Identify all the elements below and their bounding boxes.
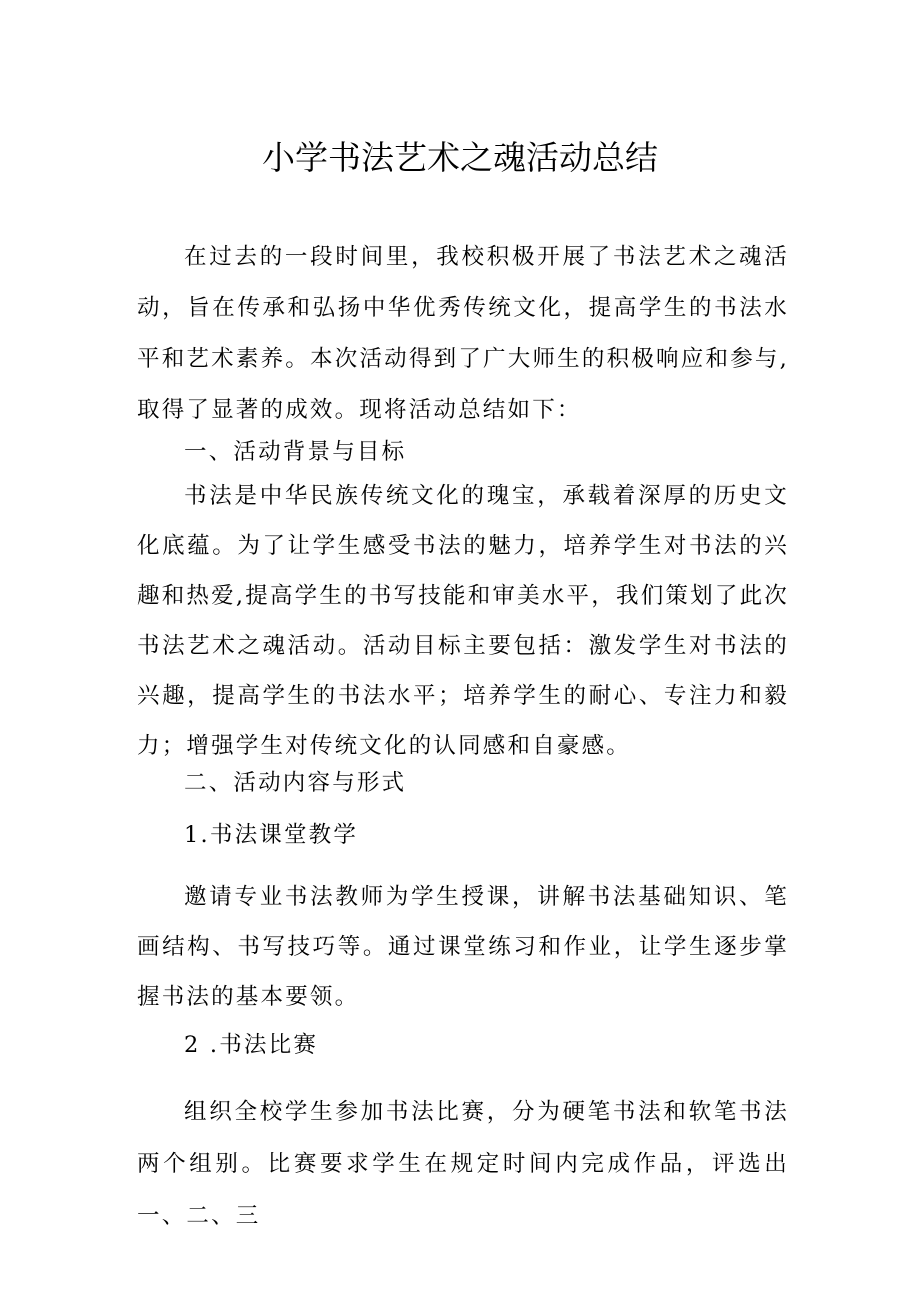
section-heading-background: 一、活动背景与目标 bbox=[184, 439, 407, 465]
intro-paragraph: 在过去的一段时间里，我校积极开展了书法艺术之魂活动，旨在传承和弘扬中华优秀传统文化，提高学生的书法水平和艺术素养。本次活动得到了广大师生的积极响应和参与,取得了显著的成效。现将活动总结如下： bbox=[137, 244, 789, 423]
subsection-heading-competition: 2 .书法比赛 bbox=[184, 1032, 319, 1058]
subsection-heading-classroom: 1.书法课堂教学 bbox=[184, 822, 359, 848]
section-heading-content: 二、活动内容与形式 bbox=[184, 770, 407, 796]
competition-paragraph: 组织全校学生参加书法比赛，分为硬笔书法和软笔书法两个组别。比赛要求学生在规定时间内完成作品，评选出一、二、三 bbox=[137, 1099, 789, 1229]
classroom-paragraph: 邀请专业书法教师为学生授课，讲解书法基础知识、笔画结构、书写技巧等。通过课堂练习和作业，让学生逐步掌握书法的基本要领。 bbox=[137, 884, 789, 1010]
background-paragraph: 书法是中华民族传统文化的瑰宝，承载着深厚的历史文化底蕴。为了让学生感受书法的魅力，培养学生对书法的兴趣和热爱,提高学生的书写技能和审美水平，我们策划了此次书法艺术之魂活动。活动目标主要包括：激发学生对书法的兴趣，提高学生的书法水平；培养学生的耐心、专注力和毅力；增强学生对传统文化的认同感和自豪感。 bbox=[137, 483, 789, 759]
page-title: 小学书法艺术之魂活动总结 bbox=[262, 138, 658, 177]
